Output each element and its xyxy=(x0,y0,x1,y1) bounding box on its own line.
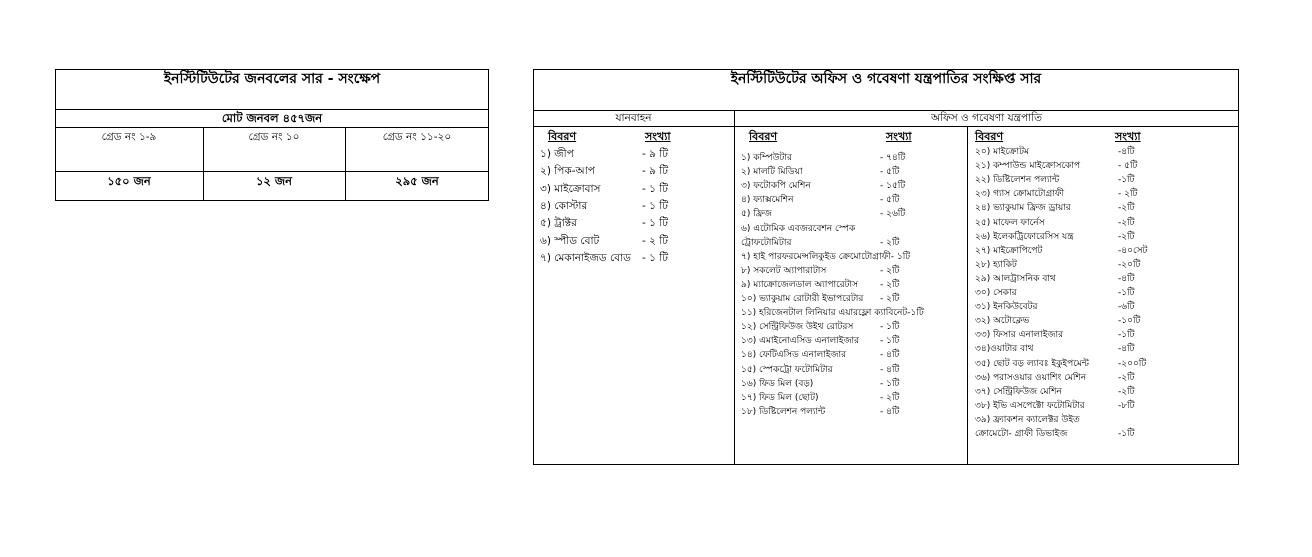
item-count: - ২টি xyxy=(880,237,900,248)
item-count: - ৯ টি xyxy=(642,165,669,178)
grade-count: ১৫০ জন xyxy=(107,174,151,188)
item-name: ২৫) মাফেল ফার্নেস xyxy=(975,217,1045,228)
item-name: ২) মালটি মিডিয়া xyxy=(741,167,803,178)
item-name: ৩৪)ওয়াটার বাথ xyxy=(975,344,1034,355)
item-count: - ৭৪টি xyxy=(880,153,906,163)
item-name: ২৯) আলট্রাসনিক বাথ xyxy=(975,273,1056,284)
item-count: - ১ টি xyxy=(642,182,669,195)
item-count: -২টি xyxy=(1118,372,1135,383)
item-count: -৪টি xyxy=(1118,273,1135,284)
divider xyxy=(967,126,968,465)
item-name: ৩৯) ফ্র্যাকশন ক্যালেক্টর উইত xyxy=(975,414,1080,425)
item-count: -৮টি xyxy=(1118,400,1135,411)
item-count: - ২ টি xyxy=(642,234,669,247)
item-count: - ৪টি xyxy=(880,406,900,417)
item-count: - ২৬টি xyxy=(880,209,906,220)
col-count-header: সংখ্যা xyxy=(886,130,912,143)
item-name: ১৬) ফিড মিল (বড়) xyxy=(741,378,814,389)
item-name: ৪) কোস্টার xyxy=(540,199,588,212)
item-name: ২) পিক-আপ xyxy=(540,165,595,178)
divider xyxy=(55,109,489,110)
grade-label: গ্রেড নং ১১-২০ xyxy=(382,131,452,143)
item-name: ৬) এটোমিক এবজরবেশন স্পেক xyxy=(741,223,856,234)
item-count: -২০টি xyxy=(1118,259,1141,270)
item-count: - ১৫টি xyxy=(880,181,906,192)
item-name: ৩১) ইনকিউবেটর xyxy=(975,302,1038,313)
grade-label: গ্রেড নং ১০ xyxy=(248,131,300,143)
divider xyxy=(734,110,735,465)
item-name: ৩৮) ইভি এসপেক্টো ফটোমিটার xyxy=(975,400,1085,411)
item-name: ৫) ট্রাক্টর xyxy=(540,217,577,230)
item-count: - ১ টি xyxy=(642,199,669,212)
item-name: ১৭) ফিড মিল (ছোট) xyxy=(741,392,819,403)
item-name: ২১) কম্পাউন্ড মাইক্রোসকোপ xyxy=(975,161,1081,172)
vehicles-section-header: যানবাহন xyxy=(615,112,652,124)
item-name: ৪) ফ্যাক্সমেশিন xyxy=(741,195,794,206)
item-name: ৯) ম্যাক্রোজেলডাল অ্যাপারেটাস xyxy=(741,279,859,290)
divider xyxy=(55,127,489,128)
item-count: -৪টি xyxy=(1118,147,1135,157)
col-count-header: সংখ্যা xyxy=(1115,130,1141,143)
item-name: ১৩) এমাইনোএসিড এনালাইজার xyxy=(741,336,860,347)
item-count: -১টি xyxy=(1118,288,1135,298)
item-name: ৫) ফ্রিজ xyxy=(741,209,772,220)
item-count: -৬টি xyxy=(1118,302,1135,313)
item-count: -২টি xyxy=(1118,203,1135,214)
item-name: ৬) স্পীড বোট xyxy=(540,234,600,247)
item-count: - ১ টি xyxy=(642,251,669,264)
item-name: ১৪) ফেটিএসিড এনালাইজার xyxy=(741,350,847,361)
item-name: ট্রোফটোমিটার xyxy=(741,237,792,248)
grade-count: ২৯৫ জন xyxy=(395,174,439,188)
item-name: ২৭) মাইক্রোপিপেট xyxy=(975,245,1043,256)
total-manpower: মোট জনবল ৪৫৭জন xyxy=(221,111,323,125)
item-name: ৭) মেকানাইজড বোড xyxy=(540,251,631,264)
item-count: - ৯ টি xyxy=(642,148,669,160)
item-name: ২৪) ভ্যাকুয়াম ফ্রিজ ড্রায়ার xyxy=(975,203,1071,214)
manpower-table-title: ইনস্টিটিউটের জনবলের সার - সংক্ষেপ xyxy=(163,71,381,87)
item-count: - ৪টি xyxy=(880,350,900,361)
divider xyxy=(55,171,489,172)
item-name: ৩) মাইক্রোবাস xyxy=(540,182,601,195)
item-count: - ২টি xyxy=(880,294,900,304)
item-count: -২০০টি xyxy=(1118,358,1147,369)
item-count: - ১টি xyxy=(880,322,900,333)
item-name: ১৮) ডিষ্টিলেশন পল্যান্ট xyxy=(741,406,826,417)
item-name: ৩৭) সেন্ট্রিফিউজ মেশিন xyxy=(975,386,1062,397)
equipment-section-header: অফিস ও গবেষণা যন্ত্রপাতি xyxy=(931,112,1042,124)
col-count-header: সংখ্যা xyxy=(645,130,671,143)
item-count: -৪০সেট xyxy=(1118,245,1148,256)
item-name: ৩২) অটোক্লেভ xyxy=(975,316,1030,327)
item-name: ১২) সেন্ট্রিফিউজ উইথ রোটরস xyxy=(741,322,854,333)
item-name: ৩০) সেকার xyxy=(975,288,1017,298)
item-count: -২টি xyxy=(1118,231,1135,242)
item-count: -১০টি xyxy=(1118,316,1141,327)
item-count: - ১টি xyxy=(880,378,900,389)
item-name: ১০) ভ্যাকুয়াম রোটারী ইভাপরেটার xyxy=(741,294,864,304)
item-name: ৭) হাই পারফরমেন্সলিকুইড ক্রেমোটোগ্রাফী- ১টি xyxy=(741,251,911,262)
item-name: ২৩) গ্যাস ক্রোমাটোগ্রাফী xyxy=(975,189,1065,200)
grade-label: গ্রেড নং ১-৯ xyxy=(101,131,157,143)
item-count: -১টি xyxy=(1118,429,1135,439)
item-count: - ৫টি xyxy=(1118,161,1138,172)
item-name: ২৬) ইলেকট্রিফোরেসিস যন্ত্র xyxy=(975,231,1074,242)
item-name: ৮) সকলেট অ্যাপারাটাস xyxy=(741,265,827,276)
item-name: ১) জীপ xyxy=(540,148,574,160)
item-count: -১টি xyxy=(1118,330,1135,341)
item-name: ক্রোমেটো- গ্রাফী ডিভাইজ xyxy=(975,429,1068,439)
item-count: - ৪টি xyxy=(880,364,900,375)
col-desc-header: বিবরণ xyxy=(548,130,577,143)
item-name: ২৮) হ্যাকিট xyxy=(975,259,1017,270)
divider xyxy=(533,126,1239,127)
item-count: - ১টি xyxy=(880,336,900,347)
col-desc-header: বিবরণ xyxy=(749,130,778,143)
item-name: ২০) মাইক্রোটম xyxy=(975,147,1030,157)
equipment-table-title: ইনস্টিটিউটের অফিস ও গবেষণা যন্ত্রপাতির সংক্ষিপ্ত সার xyxy=(730,71,1042,87)
item-count: -২টি xyxy=(1118,386,1135,397)
item-name: ২২) ডিষ্টিলেশন পল্যান্ট xyxy=(975,175,1060,186)
item-count: - ২টি xyxy=(880,279,900,290)
item-count: - ৫টি xyxy=(880,167,900,178)
item-name: ১) কম্পিউটার xyxy=(741,153,792,163)
item-name: ১১) হরিজেনটাল লিনিয়ার এয়ারফ্লো ক্যাবিনেট-১টি xyxy=(741,308,924,319)
item-name: ৩৬) পরাসওয়ার ওয়াশিং মেশিন xyxy=(975,372,1087,383)
item-count: - ২টি xyxy=(880,392,900,403)
item-name: ৩) ফটোকপি মেশিন xyxy=(741,181,811,192)
item-count: - ৫টি xyxy=(880,195,900,206)
item-count: - ১ টি xyxy=(642,217,669,230)
item-name: ৩৫) ছোট বড় ল্যাবঃ ইকুইপমেন্ট xyxy=(975,358,1089,369)
item-count: -৪টি xyxy=(1118,344,1135,355)
col-desc-header: বিবরণ xyxy=(975,130,1004,143)
item-count: - ২টি xyxy=(1118,189,1138,200)
item-count: -২টি xyxy=(1118,217,1135,228)
item-name: ৩৩) ফিসার এনালাইজার xyxy=(975,330,1064,341)
grade-count: ১২ জন xyxy=(255,174,293,188)
item-count: -১টি xyxy=(1118,175,1135,186)
item-name: ১৫) স্পেকট্রো ফটোমিটার xyxy=(741,364,833,375)
divider xyxy=(533,110,1239,111)
item-count: - ২টি xyxy=(880,265,900,276)
